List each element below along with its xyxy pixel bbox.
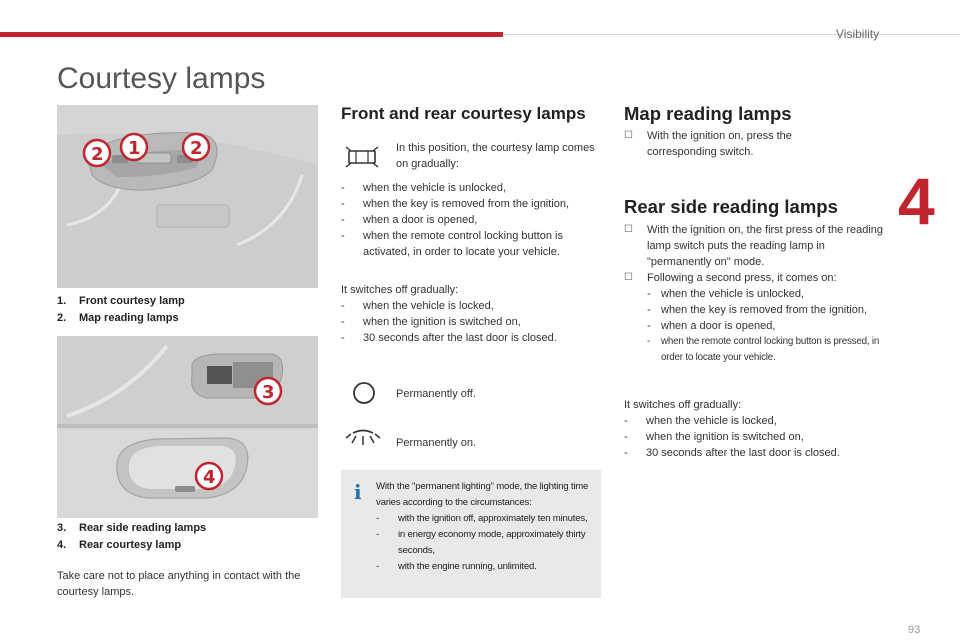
list-item [624,270,886,366]
rear-side-heading: Rear side reading lamps [624,196,838,217]
on-position-text: Permanently on. [396,437,477,449]
on-position-icon [345,426,381,448]
info-list [376,511,594,575]
off-position-icon [351,380,377,406]
list-item: - when a door is opened, [647,318,886,334]
map-reading-list [624,128,864,160]
rear-lamp-illustration [57,336,318,518]
caption-item: 3. Rear side reading lamps [57,522,207,534]
list-item: - with the ignition off, approximately ten minutes, [376,511,594,527]
map-reading-heading: Map reading lamps [624,103,792,124]
callout-4: 4 [203,467,216,488]
list-item: - with the engine running, unlimited. [376,559,594,575]
list-item: - when the remote control locking button is pressed, in order to locate your vehicle. [647,334,886,366]
rear-side-sub-list [647,286,886,366]
figure1-caption [57,293,185,327]
list-item: - 30 seconds after the last door is closed. [341,330,603,346]
door-position-icon [345,146,379,168]
header-red-bar [0,32,503,37]
list-item: - when the key is removed from the ignition, [341,196,603,212]
info-intro: With the "permanent lighting" mode, the lighting time varies according to the circumstances: [376,481,589,508]
list-item: - when the vehicle is locked, [624,413,886,429]
list-item: ☐ With the ignition on, the first press of the reading lamp switch puts the reading lamp in "permanently on" mode. [624,222,886,270]
list-item: - when the vehicle is unlocked, [341,180,603,196]
section-label: Visibility [836,27,880,41]
list-item: - 30 seconds after the last door is closed. [624,445,886,461]
front-rear-heading: Front and rear courtesy lamps [341,104,586,123]
rear-lamps-photo [57,336,318,518]
caption-item: 2. Map reading lamps [57,312,179,324]
page-number: 93 [908,624,921,636]
door-position-text: In this position, the courtesy lamp comes on gradually: [396,142,595,170]
list-item: - when a door is opened, [341,212,603,228]
figure2-caption [57,520,206,554]
list-item: - when the key is removed from the ignition, [647,302,886,318]
care-note: Take care not to place anything in contact with the courtesy lamps. [57,570,301,598]
list-item: - when the vehicle is unlocked, [647,286,886,302]
list-item: - when the ignition is switched on, [341,314,603,330]
callout-3: 3 [262,382,275,403]
callout-1: 1 [128,138,141,159]
rear-off-list [624,413,886,461]
header-rule [503,34,960,35]
list-item: - when the remote control locking button is activated, in order to locate your vehicle. [341,228,603,260]
courtesy-off-list [341,298,603,346]
front-courtesy-lamp-photo [57,105,318,288]
caption-item: 4. Rear courtesy lamp [57,539,182,551]
rear-side-list [624,222,886,366]
info-icon: i [354,480,362,504]
info-box [341,470,601,598]
caption-item: 1. Front courtesy lamp [57,295,185,307]
callout-2-right: 2 [190,138,203,159]
rear-switch-off-intro: It switches off gradually: [624,399,742,411]
chapter-number: 4 [898,164,935,238]
page-title: Courtesy lamps [57,62,266,95]
courtesy-on-list [341,180,603,260]
list-item: - in energy economy mode, approximately thirty seconds, [376,527,594,559]
info-text [376,479,594,575]
list-item-text: Following a second press, it comes on: [647,272,837,284]
list-item: - when the ignition is switched on, [624,429,886,445]
callout-2-left: 2 [91,144,104,165]
front-lamp-illustration [57,105,318,288]
list-item: - when the vehicle is locked, [341,298,603,314]
off-position-text: Permanently off. [396,388,476,400]
switch-off-intro: It switches off gradually: [341,284,459,296]
list-item: ☐ With the ignition on, press the corresponding switch. [624,128,864,160]
